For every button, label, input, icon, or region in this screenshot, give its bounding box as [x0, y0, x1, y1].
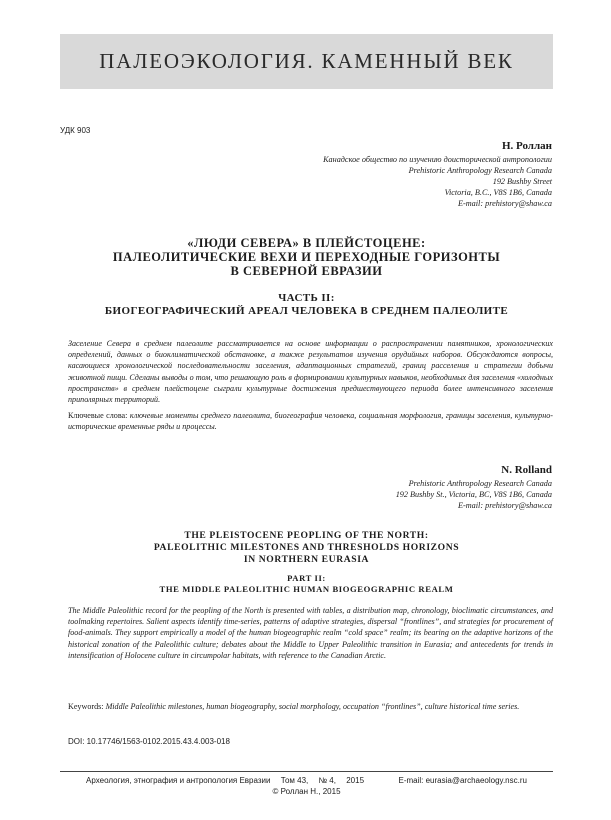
keywords-label: Keywords:: [68, 702, 104, 711]
email-ru: E-mail: prehistory@shaw.ca: [458, 199, 552, 208]
journal-email: E-mail: eurasia@archaeology.nsc.ru: [398, 776, 527, 785]
title-line: THE PLEISTOCENE PEOPLING OF THE NORTH:: [184, 530, 429, 541]
part-title-en: [60, 573, 553, 594]
section-title: ПАЛЕОЭКОЛОГИЯ. КАМЕННЫЙ ВЕК: [99, 49, 514, 73]
copyright: © Роллан Н., 2015: [272, 787, 341, 796]
journal-footer: [60, 776, 553, 787]
keywords-en: [68, 701, 553, 712]
abstract-en: The Middle Paleolithic record for the peopling of the North is presented with tables, a distribution map, chronology, bioclimatic circumstances, and toolmaking repertoires. Salient aspects identify time-series, patterns of adaptive strategies, dispersal “frontlines”, and strategies for procurement of food-animals. They support empirically a model of the human biogeographic realm “cold space” realm; its bearing on the adaptive horizons of the historical zonation of the Paleolithic culture; debates about the Middle to Upper Paleolithic transition in Eurasia; and antecedents for trends in intensification of Holocene culture in circumpolar habitats, with reference to the Canadian Arctic.: [68, 606, 553, 660]
part-line: THE MIDDLE PALEOLITHIC HUMAN BIOGEOGRAPHIC REALM: [159, 583, 454, 594]
section-banner: [60, 34, 553, 89]
title-line: IN NORTHERN EURASIA: [243, 554, 370, 565]
title-line: ПАЛЕОЛИТИЧЕСКИЕ ВЕХИ И ПЕРЕХОДНЫЕ ГОРИЗОНТЫ: [112, 250, 501, 264]
journal-name: Археология, этнография и антропология Евразии: [86, 776, 271, 785]
udk-code: УДК 903: [60, 126, 91, 135]
part-line: PART II:: [287, 573, 326, 583]
part-title-ru: [60, 292, 553, 318]
affiliation-line: 192 Bushby Street: [492, 177, 552, 186]
abstract-ru: Заселение Севера в среднем палеолите рассматривается на основе информации о распространении памятников, хронологических определений, данных о биоклиматической обстановке, а также результатов изучения орудийных наборов. Обсуждаются вопросы, касающиеся хронологической последовательности заселения, адаптационных стратегий, границ расселения и стратегии добычи животной пищи. Сделаны выводы о том, что решающую роль в формировании культурных навыков, необходимых для заселения «холодных пространств» в среднем плейстоцене сыграли культурные достижения предшествующего периода более интенсивного заселения приполярных территорий.: [68, 339, 553, 405]
doi: DOI: 10.17746/1563-0102.2015.43.4.003-018: [68, 737, 230, 746]
affiliation-ru: [323, 154, 552, 209]
article-title-en: [60, 530, 553, 566]
footer-divider: [60, 771, 553, 772]
affiliation-line: Prehistoric Anthropology Research Canada: [408, 479, 552, 488]
author-name-en: N. Rolland: [501, 464, 552, 476]
email-en: E-mail: prehistory@shaw.ca: [458, 501, 552, 510]
affiliation-line: Канадское общество по изучению доисторической антропологии: [323, 155, 552, 164]
affiliation-line: Victoria, B.C., V8S 1B6, Canada: [444, 188, 552, 197]
journal-year: 2015: [346, 776, 365, 785]
journal-issue: № 4,: [318, 776, 336, 785]
keywords-text: ключевые моменты среднего палеолита, биогеография человека, социальная морфология, границы заселения, культурно-исторические временные ряды и процессы.: [68, 411, 553, 432]
title-line: В СЕВЕРНОЙ ЕВРАЗИИ: [230, 264, 383, 278]
keywords-label: Ключевые слова:: [68, 411, 128, 420]
keywords-text: Middle Paleolithic milestones, human biogeography, social morphology, occupation “frontlines”, culture historical time series.: [105, 702, 520, 711]
keywords-ru: [68, 410, 553, 432]
affiliation-line: 192 Bushby St., Victoria, BC, V8S 1B6, Canada: [395, 490, 552, 499]
affiliation-line: Prehistoric Anthropology Research Canada: [408, 166, 552, 175]
journal-volume: Том 43,: [280, 776, 309, 785]
part-line: БИОГЕОГРАФИЧЕСКИЙ АРЕАЛ ЧЕЛОВЕКА В СРЕДНЕМ ПАЛЕОЛИТЕ: [104, 305, 509, 317]
title-line: PALEOLITHIC MILESTONES AND THRESHOLDS HORIZONS: [153, 542, 460, 553]
author-name-ru: Н. Роллан: [501, 140, 552, 152]
part-line: ЧАСТЬ II:: [278, 292, 335, 304]
affiliation-en: [396, 478, 552, 511]
title-line: «ЛЮДИ СЕВЕРА» В ПЛЕЙСТОЦЕНЕ:: [187, 236, 426, 250]
article-title-ru: [60, 236, 553, 278]
